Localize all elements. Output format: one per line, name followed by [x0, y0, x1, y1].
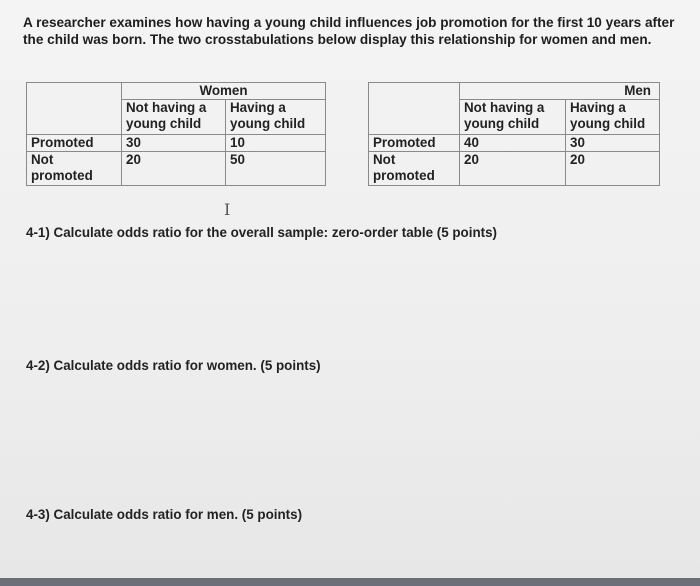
men-corner-cell — [369, 83, 460, 135]
cell-value: 30 — [566, 135, 660, 152]
women-corner-cell — [27, 83, 122, 135]
women-col-header-child: Having a young child — [226, 100, 326, 135]
cell-value: 30 — [122, 135, 226, 152]
men-row-not-promoted — [369, 152, 660, 186]
intro-paragraph: A researcher examines how having a young child influences job promotion for the first 10 years after the child was born. The two crosstabulations below display this relationship for women and men. — [23, 15, 675, 47]
row-label: Promoted — [369, 135, 460, 152]
text-cursor-icon: I — [224, 200, 231, 219]
men-crosstab — [368, 82, 660, 186]
women-row-not-promoted — [27, 152, 326, 186]
bottom-scrollbar[interactable] — [0, 578, 700, 586]
men-col-header-no-child: Not having a young child — [460, 100, 566, 135]
question-4-1: 4-1) Calculate odds ratio for the overall sample: zero-order table (5 points) — [26, 225, 498, 240]
women-row-promoted — [27, 135, 326, 152]
cell-value: 20 — [566, 152, 660, 186]
cell-value: 10 — [226, 135, 326, 152]
cell-value: 50 — [226, 152, 326, 186]
row-label: Not promoted — [369, 152, 460, 186]
women-col-header-no-child: Not having a young child — [122, 100, 226, 135]
women-crosstab — [26, 82, 326, 186]
question-4-2: 4-2) Calculate odds ratio for women. (5 points) — [26, 358, 321, 373]
men-table-title: Men — [460, 83, 660, 100]
row-label: Promoted — [27, 135, 122, 152]
cell-value: 40 — [460, 135, 566, 152]
row-label: Not promoted — [27, 152, 122, 186]
cell-value: 20 — [122, 152, 226, 186]
cell-value: 20 — [460, 152, 566, 186]
question-4-3: 4-3) Calculate odds ratio for men. (5 points) — [26, 507, 303, 522]
men-col-header-child: Having a young child — [566, 100, 660, 135]
women-table-title: Women — [122, 83, 326, 100]
men-row-promoted — [369, 135, 660, 152]
